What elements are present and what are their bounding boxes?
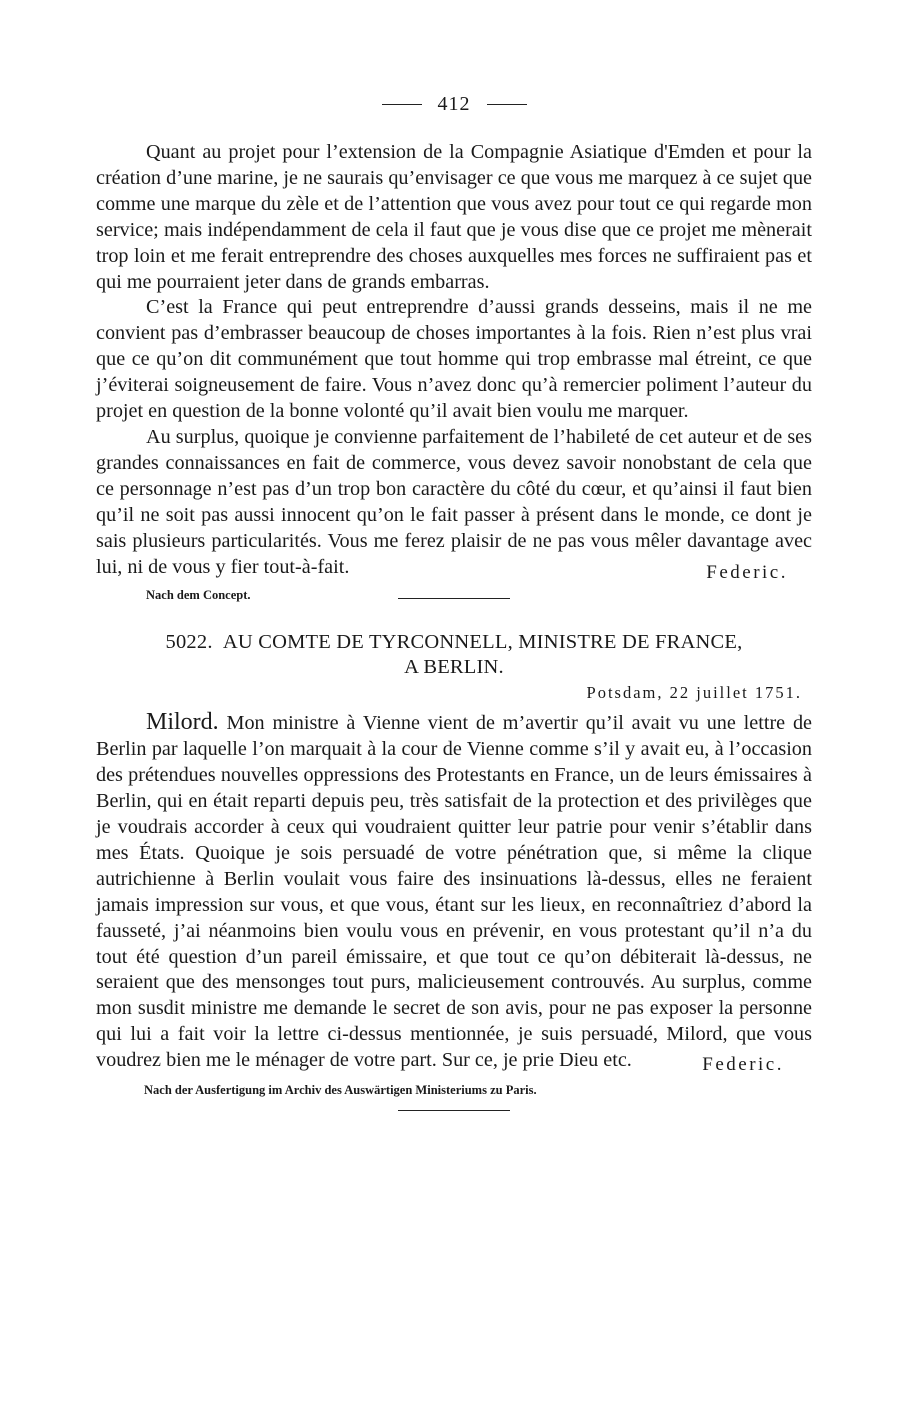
letter-2-signature: Federic. [702,1054,784,1076]
letter-2-body-text: Mon ministre à Vienne vient de m’avertir qu’il avait vu une lettre de Berlin par laquelle l’on marquait à la cour de Vienne comme s’il y avait eu, à l’occasion des prétendues nouvelles oppressions des Protestants en France, un de leurs émissaires à Berlin, qui en était reparti depuis peu, très satisfait de la protection et des privilèges que je voudrais accorder à ceux qui voudraient quitter leur patrie pour venir s’établir dans mes États. Quoique je sois persuadé de votre pénétration que, si même la clique autrichienne à Berlin voulait vous faire des insinuations là-dessus, elles ne feraient jamais impression sur vous, et que vous, étant sur les lieux, en reconnaîtriez d’abord la fausseté, j’ai néanmoins bien voulu vous en prévenir, en vous protestant qu’il n’a du tout été question d’un pareil émissaire, et que tout ce qu’on débiterait là-dessus, ne seraient que des mensonges tout purs, malicieusement controuvés. Au surplus, comme mon susdit ministre me demande le secret de son avis, pour ne pas exposer la personne qui lui a fait voir la lettre ci-dessus mentionnée, je suis persuadé, Milord, que vous voudrez bien me le ménager de votre part. Sur ce, je prie Dieu etc. [96,712,812,1072]
document-page [96,92,812,1112]
letter-2-source-note: Nach der Ausfertigung im Archiv des Auswärtigen Ministeriums zu Paris. [144,1083,537,1098]
letter-2-body [96,710,812,1074]
letter-1-paragraph-2: C’est la France qui peut entreprendre d’aussi grands desseins, mais il ne me convient pas d’embrasser beaucoup de choses importantes à la fois. Rien n’est plus vrai que ce qu’on dit communément que tout homme qui trop embrasse mal étreint, ce que j’éviterai soigneusement de faire. Vous n’avez donc qu’à remercier poliment l’auteur du projet en question de la bonne volonté qu’il avait bien voulu me marquer. [96,296,812,423]
letter-number: 5022. [165,631,213,654]
letter-1-source-note: Nach dem Concept. [146,588,251,603]
letter-1-signature: Federic. [706,562,788,584]
letter-2-title [96,630,812,680]
page-header [96,92,812,122]
section-divider [398,598,510,600]
letter-1 [96,140,812,603]
letter-2-title-line-1: AU COMTE DE TYRCONNELL, MINISTRE DE FRANCE, [222,631,743,654]
letter-2-dateline: Potsdam, 22 juillet 1751. [586,683,802,703]
header-dash-right [487,104,527,105]
letter-2 [96,630,812,1112]
page-number: 412 [437,92,471,115]
letter-1-paragraph-3: Au surplus, quoique je convienne parfaitement de l’habileté de cet auteur et de ses grandes connaissances en fait de commerce, vous devez savoir nonobstant de cela que ce personnage n’est pas d’un trop bon caractère du côté du cœur, et qu’ainsi il faut bien qu’il ne soit pas aussi innocent qu’on le fait passer à présent dans le monde, ce dont je sais plusieurs particularités. Vous me ferez plaisir de ne pas vous mêler davantage avec lui, ni de vous y fier tout-à-fait. [96,425,812,578]
letter-2-salutation: Milord. [146,709,219,736]
letter-1-paragraph-1: Quant au projet pour l’extension de la Compagnie Asiatique d'Emden et pour la création d’une marine, je ne saurais qu’envisager ce que vous me marquez à ce sujet que comme une marque du zèle et de l’attention que vous avez pour tout ce qui regarde mon service; mais indépendamment de cela il faut que je vous dise que ce projet me mènerait trop loin et me ferait entreprendre des choses auxquelles mes forces ne suffiraient pas et qui me pourraient jeter dans de grands embarras. [96,141,812,293]
header-dash-left [382,104,422,105]
letter-2-title-line-2: A BERLIN. [404,656,504,679]
bottom-divider [398,1110,510,1112]
